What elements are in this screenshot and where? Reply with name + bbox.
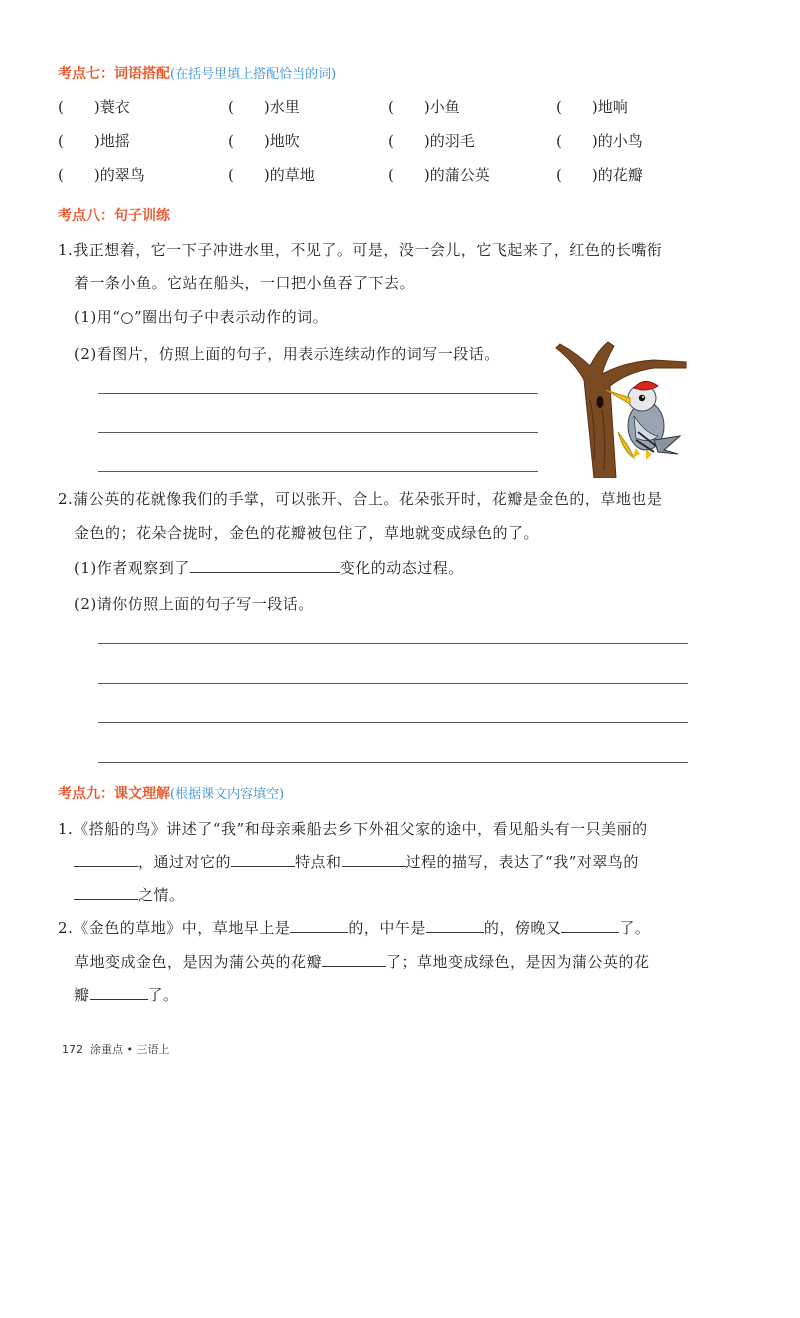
woodpecker-tree-illustration [554,340,688,478]
question-fill-line [74,984,179,1005]
fill-blank[interactable] [342,852,406,867]
book-title: 涂重点 • 三语上 [90,1043,170,1056]
question-fill-line [74,951,650,972]
subquestion-text: (2)请你仿照上面的句子写一段话。 [74,595,314,613]
question-text: 着一条小鱼。它站在船头，一口把小鱼吞了下去。 [74,274,416,292]
answer-line[interactable] [98,471,538,472]
question-text: 特点和 [295,853,342,871]
section7-note: (在括号里填上搭配恰当的词) [170,67,337,82]
subquestion-fill [74,557,464,578]
question-text: 的，傍晚又 [483,919,562,937]
answer-line[interactable] [98,762,688,763]
section9-heading [58,783,284,803]
question-text: 过程的描写，表达了“我”对翠鸟的 [405,853,639,871]
phrase-cell: ( )的花瓣 [556,166,643,184]
fill-blank[interactable] [190,558,340,573]
phrase-cell: ( )的草地 [228,166,315,184]
section9-title: 考点九：课文理解 [58,786,170,802]
question-text: 金色的；花朵合拢时，金色的花瓣被包住了，草地就变成绿色的了。 [74,524,540,542]
fill-blank[interactable] [561,918,619,933]
section8-title: 考点八：句子训练 [58,208,170,224]
phrase-cell: ( )地摇 [58,132,130,150]
phrase-cell: ( )的羽毛 [388,132,475,150]
fill-blank[interactable] [231,852,295,867]
phrase-cell: ( )的蒲公英 [388,166,490,184]
fill-blank[interactable] [74,885,138,900]
phrase-cell: ( )地响 [556,98,628,116]
question-text: ，通过对它的 [138,853,232,871]
fill-blank[interactable] [90,985,148,1000]
phrase-cell: ( )地吹 [228,132,300,150]
answer-line[interactable] [98,643,688,644]
question-text: 了；草地变成绿色，是因为蒲公英的花 [386,953,650,971]
section7-heading [58,63,336,83]
question-fill-line [74,884,185,905]
answer-line[interactable] [98,393,538,394]
answer-line[interactable] [98,432,538,433]
subquestion-text: 变化的动态过程。 [339,559,464,577]
section9-note: (根据课文内容填空) [170,787,285,802]
question-text: 1.我正想着，它一下子冲进水里，不见了。可是，没一会儿，它飞起来了，红色的长嘴衔 [58,241,663,259]
phrase-cell: ( )蓑衣 [58,98,130,116]
question-fill-line [58,917,650,938]
fill-blank[interactable] [74,852,138,867]
phrase-cell: ( )小鱼 [388,98,460,116]
section7-title: 考点七：词语搭配 [58,66,170,82]
fill-blank[interactable] [290,918,348,933]
page-number: 172 [62,1043,83,1056]
question-text: 了。 [147,986,179,1004]
subquestion-text: (1)用“○”圈出句子中表示动作的词。 [74,308,329,326]
answer-line[interactable] [98,722,688,723]
question-text: 的，中午是 [348,919,426,937]
subquestion-text: (2)看图片，仿照上面的句子，用表示连续动作的词写一段话。 [74,345,500,363]
answer-line[interactable] [98,683,688,684]
subquestion-text: (1)作者观察到了 [74,559,190,577]
fill-blank[interactable] [322,952,386,967]
fill-blank[interactable] [426,918,484,933]
phrase-cell: ( )的小鸟 [556,132,643,150]
question-text: 之情。 [138,886,185,904]
question-text: 了。 [619,919,651,937]
question-text: 瓣 [74,986,90,1004]
question-text: 草地变成金色，是因为蒲公英的花瓣 [74,953,323,971]
page-footer [62,1041,169,1057]
phrase-cell: ( )水里 [228,98,300,116]
question-text: 1.《搭船的鸟》讲述了“我”和母亲乘船去乡下外祖父家的途中，看见船头有一只美丽的 [58,820,648,838]
question-text: 2.《金色的草地》中，草地早上是 [58,919,291,937]
question-text: 2.蒲公英的花就像我们的手掌，可以张开、合上。花朵张开时，花瓣是金色的，草地也是 [58,490,663,508]
phrase-cell: ( )的翠鸟 [58,166,145,184]
question-fill-line [74,851,639,872]
